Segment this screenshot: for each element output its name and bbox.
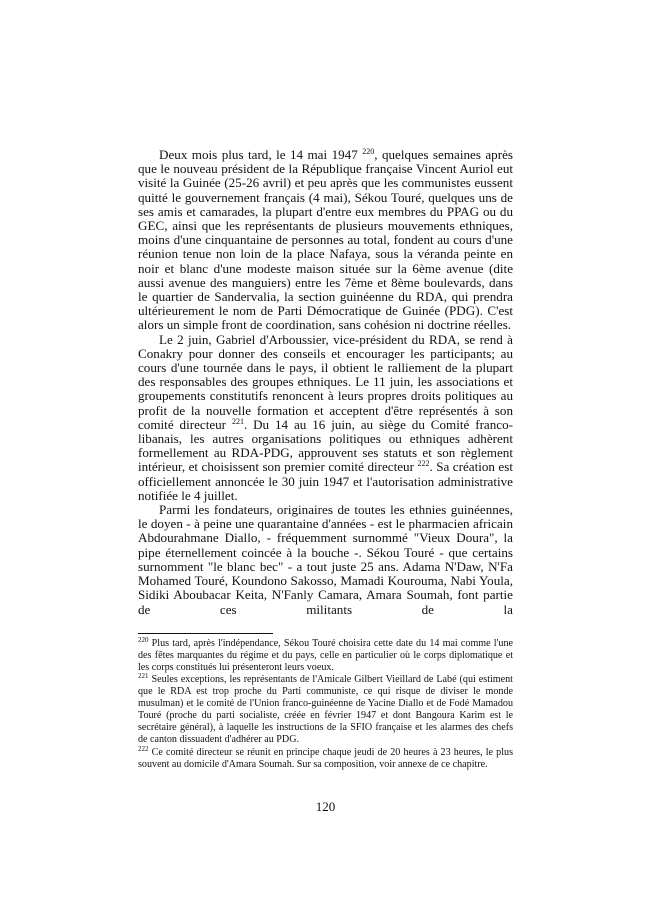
- footnote-ref-221[interactable]: 221: [231, 416, 244, 426]
- text-run: Le 2 juin, Gabriel d'Arboussier, vice-président du RDA, se rend à Conakry pour donner des conseils et encourager les participants; au cours d'une tournée dans le pays, il obtient le ralliement de la plupart des responsables des groupes ethniques. Le 11 juin, les associations et groupements constitutifs renoncent à leurs propres droits politiques au profit de la nouvelle formation et acceptent d'être représentés à son comité directeur: [138, 331, 513, 432]
- footnote-text: Ce comité directeur se réunit en principe chaque jeudi de 20 heures à 23 heures, le plus souvent au domicile d'Amara Soumah. Sur sa composition, voir annexe de ce chapitre.: [138, 746, 513, 770]
- text-run: , quelques semaines après que le nouveau président de la République française Vincent Auriol eut visité la Guinée (25-26 avril) et peu après que les communistes eussent quitté le gouvernement français (4 mai), Sékou Touré, quelques uns de ses amis et camarades, la plupart d'entre eux membres du PPAG ou du GEC, ainsi que les représentants de plusieurs mouvements ethniques, moins d'une cinquantaine de personnes au total, fondent au cours d'une réunion tenue non loin de la place Nafaya, sous la véranda peinte en noir et blanc d'une modeste maison située sur la 6ème avenue (dite aussi avenue des manguiers) entre les 7ème et 8ème boulevards, dans le quartier de Sandervalia, la section guinéenne du RDA, qui prendra ultérieurement le nom de Parti Démocratique de Guinée (PDG). C'est alors un simple front de coordination, sans cohésion ni doctrine réelles.: [138, 147, 513, 333]
- footnote-separator: [138, 633, 273, 634]
- footnote-ref-220[interactable]: 220: [362, 147, 375, 156]
- footnote-text: Seules exceptions, les représentants de l'Amicale Gilbert Vieillard de Labé (qui estiment que le RDA est trop proche du Parti communiste, ce qui risque de diviser le monde musulman) et le comité de l'Union franco-guinéenne de Yacine Diallo et de Fodé Mamadou Touré (proche du parti socialiste, créée en février 1947 et dont Bangoura Karim est le secrétaire général), à laquelle les instructions de la SFIO française et les alarmes des chefs de canton dissuadent d'adhérer au PDG.: [138, 673, 513, 746]
- paragraph-1: [138, 148, 513, 333]
- footnote-221: [138, 671, 513, 747]
- footnote-text: Plus tard, après l'indépendance, Sékou Touré choisira cette date du 14 mai comme l'une des fêtes marquantes du régime et du pays, celle en particulier où le corps diplomatique et les corps constitués lui présenteront leurs voeux.: [138, 637, 513, 673]
- footnote-ref-222[interactable]: 222: [417, 459, 430, 469]
- body-text: [138, 148, 513, 617]
- paragraph-2: [138, 333, 513, 503]
- text-run: Parmi les fondateurs, originaires de toutes les ethnies guinéennes, le doyen - à peine une quarantaine d'années - est le pharmacien africain Abdourahmane Diallo, - fréquemment surnommé "Vieux Doura", la pipe éternellement coincée à la bouche -. Sékou Touré - que certains surnomment "le blanc bec" - a tout juste 25 ans. Adama N'Daw, N'Fa Mohamed Touré, Koundono Sakosso, Mamadi Kourouma, Nabi Youla, Sidiki Aboubacar Keita, N'Fanly Camara, Amara Soumah, font partie de ces militants de la: [138, 502, 513, 617]
- footnote-number: 222: [138, 744, 149, 753]
- footnote-number: 221: [138, 671, 149, 680]
- footnote-222: [138, 744, 513, 771]
- footnote-220: [138, 635, 513, 674]
- page-number: 120: [315, 798, 336, 814]
- page: [138, 0, 513, 854]
- footnotes: [138, 635, 513, 771]
- text-run: . Du 14 au 16 juin, au siège du Comité franco-libanais, les autres organisations politiques ou ethniques adhèrent formellement au RDA-PDG, approuvent ses statuts et son règlement intérieur, et choisissent son premier comité directeur: [138, 416, 514, 475]
- text-run: . Sa création est officiellement annoncée le 30 juin 1947 et l'autorisation administrative notifiée le 4 juillet.: [138, 459, 513, 503]
- text-run: Deux mois plus tard, le 14 mai 1947: [159, 147, 363, 162]
- footnote-number: 220: [138, 635, 149, 644]
- paragraph-3: [138, 503, 513, 617]
